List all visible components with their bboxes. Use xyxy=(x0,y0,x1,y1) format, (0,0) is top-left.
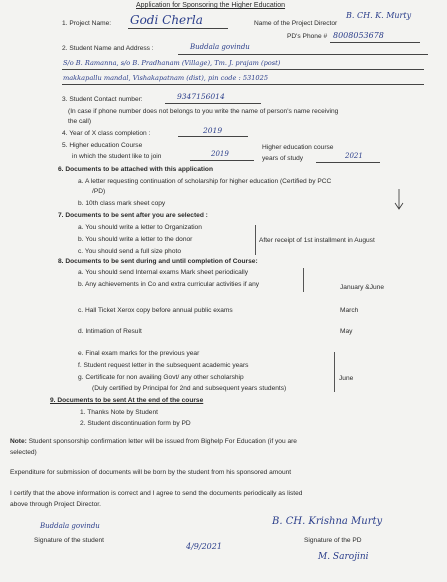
address-line-2: makkapallu mandal, Vishakapatnam (dist), pin code : 531025 xyxy=(63,74,269,82)
section-9-item-2: 2. Student discontinuation form by PD xyxy=(80,420,191,427)
section-8-timing-efg: June xyxy=(339,375,354,382)
course-join-underline xyxy=(190,160,254,161)
class-completion-underline xyxy=(178,136,248,137)
project-name-underline xyxy=(128,28,228,29)
section-6-item-a-cont: /PD) xyxy=(92,188,106,195)
address-underline-1 xyxy=(62,69,424,70)
project-name-value: Godi Cherla xyxy=(130,13,203,27)
course-join-value: 2019 xyxy=(211,150,229,158)
section-7-item-a: a. You should write a letter to Organization xyxy=(78,224,202,231)
certify-line-1: I certify that the above information is correct and I agree to send the documents periodically as listed xyxy=(10,490,303,497)
note-line-1 xyxy=(10,438,297,446)
section-7-title: 7. Documents to be sent after you are selected : xyxy=(58,212,208,219)
section-8-bracket-b xyxy=(303,268,304,292)
section-8-item-c: c. Hall Ticket Xerox copy before annual public exams xyxy=(78,307,233,314)
section-7-item-b: b. You should write a letter to the donor xyxy=(78,236,193,243)
student-name-label: 2. Student Name and Address : xyxy=(62,45,154,52)
section-8-item-e: e. Final exam marks for the previous year xyxy=(78,350,200,357)
student-name-underline xyxy=(178,54,428,55)
director-label: Name of the Project Director xyxy=(254,20,338,27)
pd-phone-value: 8008053678 xyxy=(333,31,384,40)
section-6-item-b: b. 10th class mark sheet copy xyxy=(78,200,166,207)
note-text: Student sponsorship confirmation letter will be issued from Bighelp For Education (if you are xyxy=(26,438,297,445)
extra-signature-name: M. Sarojini xyxy=(318,552,369,562)
course-years-underline xyxy=(316,162,380,163)
expenditure-note: Expenditure for submission of documents will be born by the student from his sponsored amount xyxy=(10,469,292,476)
section-8-item-f: f. Student request letter in the subsequent academic years xyxy=(78,362,249,369)
section-8-title: 8. Documents to be sent during and until completion of Course: xyxy=(58,258,258,265)
section-8-item-d: d. Intimation of Result xyxy=(78,328,142,335)
contact-label: 3. Student Contact number: xyxy=(62,96,143,103)
section-6-title: 6. Documents to be attached with this application xyxy=(58,166,213,173)
section-9-item-1: 1. Thanks Note by Student xyxy=(80,409,158,416)
certify-line-2: above through Project Director. xyxy=(10,501,101,508)
contact-note-2: the call) xyxy=(68,118,92,125)
course-label-2: in which the student like to join xyxy=(72,153,162,160)
section-8-bracket-efg xyxy=(334,352,335,392)
section-8-item-a: a. You should send Internal exams Mark sheet periodically xyxy=(78,269,249,276)
note-line-2: selected) xyxy=(10,449,37,456)
section-7-bracket xyxy=(255,225,256,255)
section-8-timing-c: March xyxy=(340,307,359,314)
note-heading: Note: xyxy=(10,438,27,445)
student-signature: Buddala govindu xyxy=(40,522,100,530)
course-years-label-1: Higher education course xyxy=(262,144,334,151)
section-8-timing-b: January &June xyxy=(340,284,384,291)
section-8-item-b: b. Any achievements in Co and extra curricular activities if any xyxy=(78,281,260,288)
section-8-timing-d: May xyxy=(340,328,353,335)
class-completion-value: 2019 xyxy=(203,126,223,135)
pd-phone-label: PD's Phone # xyxy=(287,33,328,40)
pd-phone-underline xyxy=(330,42,420,43)
pd-signature: B. CH. Krishna Murty xyxy=(272,516,383,527)
contact-note-1: (In case if phone number does not belongs to you write the name of person's name receiving xyxy=(68,108,339,115)
section-8-item-g: g. Certificate for non availing Govt/ any other scholarship xyxy=(78,374,244,381)
section-9-title: 9. Documents to be sent At the end of the course xyxy=(50,397,204,404)
student-signature-label: Signature of the student xyxy=(34,537,105,544)
section-6-item-a: a. A letter requesting continuation of scholarship for higher education (Certified by PCC xyxy=(78,178,332,185)
address-line-1: S/o B. Ramanna, s/o B. Pradhanam (Village), Tm. J. prajam (post) xyxy=(63,59,281,67)
student-name-value: Buddala govindu xyxy=(190,43,250,51)
section-8-item-g-cont: (Duly certified by Principal for 2nd and subsequent years students) xyxy=(92,385,287,392)
class-completion-label: 4. Year of X class completion : xyxy=(62,130,151,137)
signature-date: 4/9/2021 xyxy=(186,542,222,551)
form-title: Application for Sponsoring the Higher Education xyxy=(136,2,286,9)
pd-signature-label: Signature of the PD xyxy=(304,537,362,544)
course-years-label-2: years of study xyxy=(262,155,304,162)
course-label-1: 5. Higher education Course xyxy=(62,142,143,149)
contact-value: 9347156014 xyxy=(177,92,225,101)
course-years-value: 2021 xyxy=(345,152,363,160)
address-underline-2 xyxy=(62,84,424,85)
director-value: B. CH. K. Murty xyxy=(346,11,412,20)
project-name-label: 1. Project Name: xyxy=(62,20,112,27)
section-7-timing: After receipt of 1st installment in August xyxy=(259,237,375,244)
hand-drawn-arrow-icon xyxy=(392,188,406,214)
contact-underline xyxy=(165,103,261,104)
section-7-item-c: c. You should send a full size photo xyxy=(78,248,182,255)
